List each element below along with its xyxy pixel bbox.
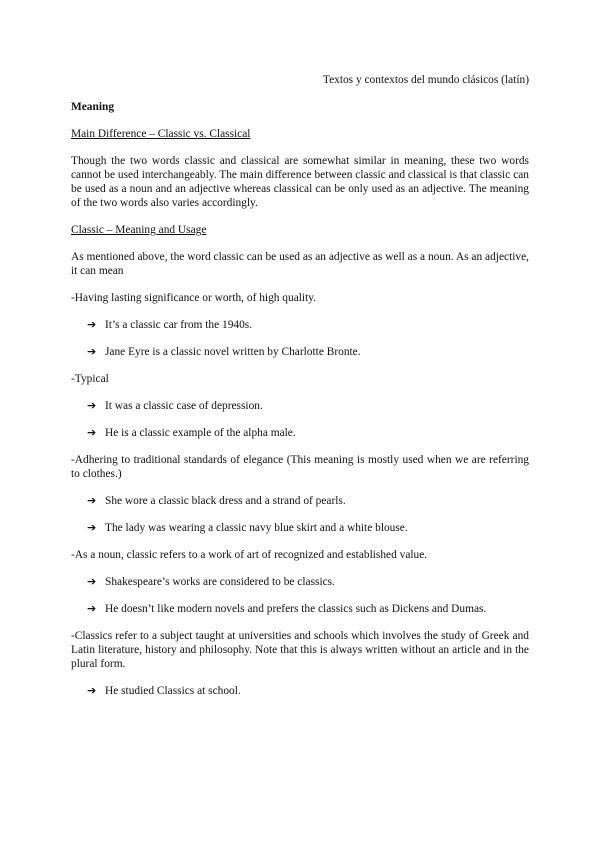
right-arrow-icon: ➔ <box>87 602 97 615</box>
definition-2: -Typical <box>71 373 109 385</box>
example-item <box>71 575 529 589</box>
right-arrow-icon: ➔ <box>87 684 97 697</box>
document-body <box>71 100 529 711</box>
definition-3: -Adhering to traditional standards of elegance (This meaning is mostly used when we are referring to clothes.) <box>71 454 529 480</box>
example-item <box>71 318 529 332</box>
page-header: Textos y contextos del mundo clásicos (latín) <box>322 74 529 86</box>
example-text: He studied Classics at school. <box>105 685 241 697</box>
example-text: He is a classic example of the alpha male. <box>105 427 296 439</box>
example-item <box>71 345 529 359</box>
section-heading-classic-meaning: Classic – Meaning and Usage <box>71 224 207 236</box>
right-arrow-icon: ➔ <box>87 426 97 439</box>
paragraph-main-difference: Though the two words classic and classical are somewhat similar in meaning, these two words cannot be used interchangeably. The main difference between classic and classical is that classic can be used as a noun and an adjective whereas classical can be only used as an adjective. The meaning of the two words also varies accordingly. <box>71 155 529 209</box>
example-text: He doesn’t like modern novels and prefers the classics such as Dickens and Dumas. <box>105 603 487 615</box>
example-item <box>71 684 529 698</box>
paragraph-intro: As mentioned above, the word classic can be used as an adjective as well as a noun. As an adjective, it can mean <box>71 251 529 277</box>
right-arrow-icon: ➔ <box>87 399 97 412</box>
section-heading-main-difference: Main Difference – Classic vs. Classical <box>71 128 251 140</box>
example-item <box>71 521 529 535</box>
example-text: It was a classic case of depression. <box>105 400 263 412</box>
definition-5: -Classics refer to a subject taught at universities and schools which involves the study of Greek and Latin literature, history and philosophy. Note that this is always written without an article and in the plural form. <box>71 630 529 670</box>
example-text: The lady was wearing a classic navy blue skirt and a white blouse. <box>105 522 408 534</box>
example-item <box>71 602 529 616</box>
definition-1: -Having lasting significance or worth, of high quality. <box>71 292 317 304</box>
example-text: Shakespeare’s works are considered to be classics. <box>105 576 335 588</box>
example-item <box>71 426 529 440</box>
right-arrow-icon: ➔ <box>87 521 97 534</box>
example-text: She wore a classic black dress and a strand of pearls. <box>105 495 346 507</box>
example-item <box>71 494 529 508</box>
example-text: Jane Eyre is a classic novel written by Charlotte Bronte. <box>105 346 361 358</box>
document-title: Meaning <box>71 101 115 113</box>
right-arrow-icon: ➔ <box>87 575 97 588</box>
right-arrow-icon: ➔ <box>87 345 97 358</box>
example-item <box>71 399 529 413</box>
definition-4: -As a noun, classic refers to a work of art of recognized and established value. <box>71 549 428 561</box>
example-text: It’s a classic car from the 1940s. <box>105 319 253 331</box>
right-arrow-icon: ➔ <box>87 318 97 331</box>
right-arrow-icon: ➔ <box>87 494 97 507</box>
